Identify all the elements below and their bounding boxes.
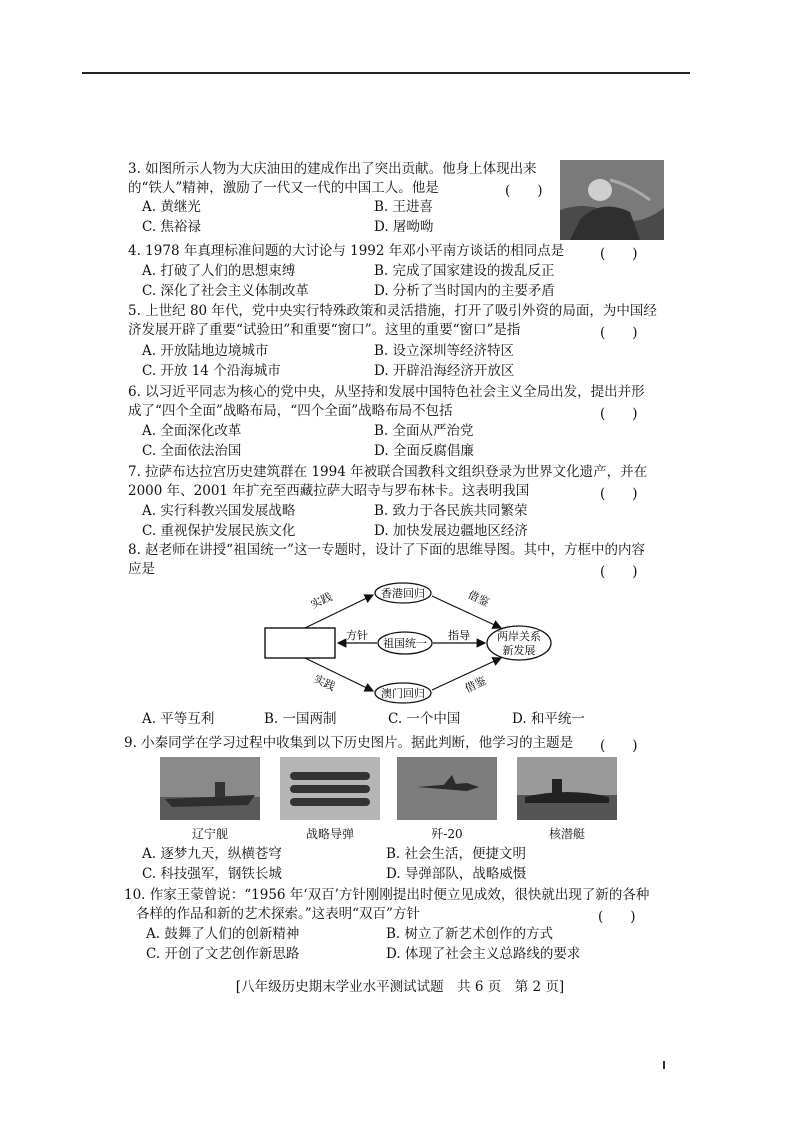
question-5-stem-line-2: 济发展开辟了重要“试验田”和重要“窗口”。这里的重要“窗口”是指	[128, 322, 521, 338]
option-9d[interactable]: D. 导弹部队，战略威慑	[386, 866, 527, 882]
answer-blank-6[interactable]: ( )	[600, 406, 638, 422]
option-5c[interactable]: C. 开放 14 个沿海城市	[142, 363, 281, 379]
option-3a[interactable]: A. 黄继光	[142, 199, 201, 215]
option-10c[interactable]: C. 开创了文艺创作新思路	[146, 946, 300, 962]
option-7d[interactable]: D. 加快发展边疆地区经济	[374, 523, 528, 539]
option-6c[interactable]: C. 全面依法治国	[142, 443, 242, 459]
option-10d[interactable]: D. 体现了社会主义总路线的要求	[386, 946, 581, 962]
option-3b[interactable]: B. 王进喜	[374, 199, 434, 215]
question-6-stem-line-1: 6. 以习近平同志为核心的党中央，从坚持和发展中国特色社会主义全局出发，提出并形	[128, 384, 645, 400]
answer-blank-4[interactable]: ( )	[600, 246, 638, 262]
option-6a[interactable]: A. 全面深化改革	[142, 423, 242, 439]
question-8-stem-line-1: 8. 赵老师在讲授“祖国统一”这一专题时，设计了下面的思维导图。其中，方框中的内容	[128, 542, 645, 558]
mindmap-diagram	[255, 578, 595, 708]
option-5a[interactable]: A. 开放陆地边境城市	[142, 343, 269, 359]
page-footer: [八年级历史期末学业水平测试试题 共 6 页 第 2 页]	[235, 979, 565, 995]
arrow-ref-top	[432, 596, 501, 628]
question-8-stem-line-2: 应是	[128, 561, 155, 577]
question-9-stem-line-1: 9. 小秦同学在学习过程中收集到以下历史图片。据此判断，他学习的主题是	[124, 735, 574, 751]
carrier-photo	[160, 757, 260, 820]
caption-submarine: 核潜艇	[548, 827, 585, 841]
option-4a[interactable]: A. 打破了人们的思想束缚	[142, 263, 296, 279]
option-5b[interactable]: B. 设立深圳等经济特区	[374, 343, 515, 359]
option-9a[interactable]: A. 逐梦九天，纵横苍穹	[142, 846, 282, 862]
mindmap-top-text: 香港回归	[381, 587, 425, 600]
label-practice-bottom: 实践	[311, 672, 338, 694]
option-9c[interactable]: C. 科技强军，钢铁长城	[142, 866, 282, 882]
mindmap-center-text: 祖国统一	[383, 637, 427, 650]
mindmap-blank-box	[265, 628, 335, 658]
mindmap-right-text-1: 两岸关系	[497, 630, 541, 643]
answer-blank-8[interactable]: ( )	[600, 564, 638, 580]
label-guide: 指导	[448, 629, 470, 642]
portrait-photo	[560, 160, 664, 240]
question-4-stem-line-1: 4. 1978 年真理标准问题的大讨论与 1992 年邓小平南方谈话的相同点是	[128, 243, 565, 259]
header-rule	[82, 72, 690, 74]
question-10-stem-line-1: 10. 作家王蒙曾说：“1956 年‘双百’方针刚刚提出时便立见成效，很快就出现了新的各种	[124, 887, 650, 903]
answer-blank-3[interactable]: ( )	[505, 183, 543, 199]
label-ref-bottom: 借鉴	[462, 674, 489, 696]
option-8b[interactable]: B. 一国两制	[264, 711, 337, 727]
caption-carrier: 辽宁舰	[191, 827, 228, 841]
option-3d[interactable]: D. 屠呦呦	[374, 219, 434, 235]
mindmap-bottom-text: 澳门回归	[381, 687, 425, 700]
answer-blank-10[interactable]: ( )	[598, 909, 636, 925]
missile-photo	[280, 757, 380, 820]
question-10-stem-line-2: 各样的作品和新的艺术探索。”这表明“双百”方针	[136, 906, 420, 922]
option-4c[interactable]: C. 深化了社会主义体制改革	[142, 283, 309, 299]
option-4b[interactable]: B. 完成了国家建设的拨乱反正	[374, 263, 555, 279]
option-7b[interactable]: B. 致力于各民族共同繁荣	[374, 503, 528, 519]
option-7c[interactable]: C. 重视保护发展民族文化	[142, 523, 296, 539]
question-3-stem-line-2: 的“铁人”精神，激励了一代又一代的中国工人。他是	[128, 180, 439, 196]
option-9b[interactable]: B. 社会生活，便捷文明	[386, 846, 527, 862]
option-4d[interactable]: D. 分析了当时国内的主要矛盾	[374, 283, 555, 299]
option-3c[interactable]: C. 焦裕禄	[142, 219, 201, 235]
scan-mark	[663, 1061, 665, 1069]
question-3-stem-line-1: 3. 如图所示人物为大庆油田的建成作出了突出贡献。他身上体现出来	[128, 161, 537, 177]
answer-blank-5[interactable]: ( )	[600, 325, 638, 341]
question-5-stem-line-1: 5. 上世纪 80 年代，党中央实行特殊政策和灵活措施，打开了吸引外资的局面，为中国经	[128, 303, 657, 319]
caption-fighter: 歼-20	[431, 827, 463, 841]
fighter-jet-photo	[397, 757, 497, 820]
label-policy: 方针	[346, 629, 368, 642]
question-6-stem-line-2: 成了“四个全面”战略布局，“四个全面”战略布局不包括	[128, 403, 453, 419]
option-8a[interactable]: A. 平等互利	[142, 711, 215, 727]
option-8c[interactable]: C. 一个中国	[388, 711, 461, 727]
answer-blank-9[interactable]: ( )	[600, 738, 638, 754]
label-ref-top: 借鉴	[465, 588, 492, 610]
option-5d[interactable]: D. 开辟沿海经济开放区	[374, 363, 515, 379]
option-6d[interactable]: D. 全面反腐倡廉	[374, 443, 474, 459]
answer-blank-7[interactable]: ( )	[600, 486, 638, 502]
label-practice-top: 实践	[308, 590, 335, 612]
option-8d[interactable]: D. 和平统一	[512, 711, 585, 727]
question-7-stem-line-2: 2000 年、2001 年扩充至西藏拉萨大昭寺与罗布林卡。这表明我国	[128, 483, 530, 499]
option-6b[interactable]: B. 全面从严治党	[374, 423, 474, 439]
submarine-photo	[517, 757, 617, 820]
caption-missile: 战略导弹	[305, 827, 354, 841]
question-7-stem-line-1: 7. 拉萨布达拉宫历史建筑群在 1994 年被联合国教科文组织登录为世界文化遗产，并在	[128, 464, 648, 480]
option-7a[interactable]: A. 实行科教兴国发展战略	[142, 503, 296, 519]
option-10a[interactable]: A. 鼓舞了人们的创新精神	[146, 926, 300, 942]
option-10b[interactable]: B. 树立了新艺术创作的方式	[386, 926, 554, 942]
mindmap-right-text-2: 新发展	[502, 644, 536, 657]
